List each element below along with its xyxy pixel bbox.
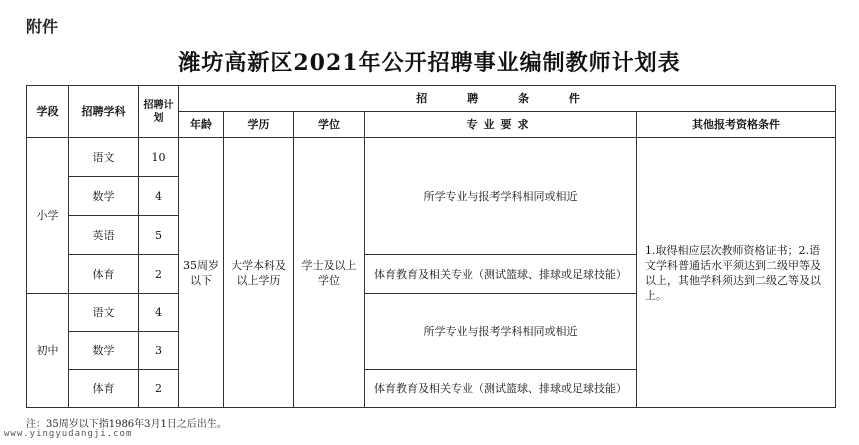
header-other: 其他报考资格条件	[637, 112, 836, 138]
subject-cell: 语文	[69, 138, 139, 177]
subject-cell: 体育	[69, 255, 139, 294]
attachment-label: 附件	[26, 17, 59, 36]
major-cell: 体育教育及相关专业（测试篮球、排球或足球技能）	[365, 255, 637, 294]
table-row	[27, 138, 836, 177]
footnote: 注：35周岁以下指1986年3月1日之后出生。	[26, 419, 227, 430]
subject-cell: 数学	[69, 177, 139, 216]
degree-cell: 学士及以上学位	[294, 138, 365, 408]
page-title: 潍坊高新区2021年公开招聘事业编制教师计划表	[178, 50, 681, 76]
other-requirements-cell: 1.取得相应层次教师资格证书；2.语文学科普通话水平须达到二级甲等及以上，其他学科须达到二级乙等及以上。	[637, 138, 836, 408]
quota-cell: 4	[139, 177, 179, 216]
header-quota: 招聘计划	[139, 86, 179, 138]
watermark-text: www.yingyudangji.com	[4, 429, 133, 439]
age-cell: 35周岁以下	[179, 138, 224, 408]
subject-cell: 英语	[69, 216, 139, 255]
quota-cell: 4	[139, 294, 179, 332]
major-cell: 所学专业与报考学科相同或相近	[365, 294, 637, 370]
subject-cell: 数学	[69, 332, 139, 370]
recruitment-plan-table	[26, 85, 836, 408]
stage-primary: 小学	[27, 138, 69, 294]
header-age: 年龄	[179, 112, 224, 138]
header-major: 专业要求	[365, 112, 637, 138]
subject-cell: 体育	[69, 370, 139, 408]
header-subject: 招聘学科	[69, 86, 139, 138]
quota-cell: 5	[139, 216, 179, 255]
quota-cell: 10	[139, 138, 179, 177]
subject-cell: 语文	[69, 294, 139, 332]
header-conditions: 招 聘 条 件	[179, 86, 836, 112]
quota-cell: 3	[139, 332, 179, 370]
header-stage: 学段	[27, 86, 69, 138]
major-cell: 体育教育及相关专业（测试篮球、排球或足球技能）	[365, 370, 637, 408]
quota-cell: 2	[139, 370, 179, 408]
header-degree: 学位	[294, 112, 365, 138]
header-education: 学历	[224, 112, 294, 138]
education-cell: 大学本科及以上学历	[224, 138, 294, 408]
quota-cell: 2	[139, 255, 179, 294]
stage-junior: 初中	[27, 294, 69, 408]
major-cell: 所学专业与报考学科相同或相近	[365, 138, 637, 255]
